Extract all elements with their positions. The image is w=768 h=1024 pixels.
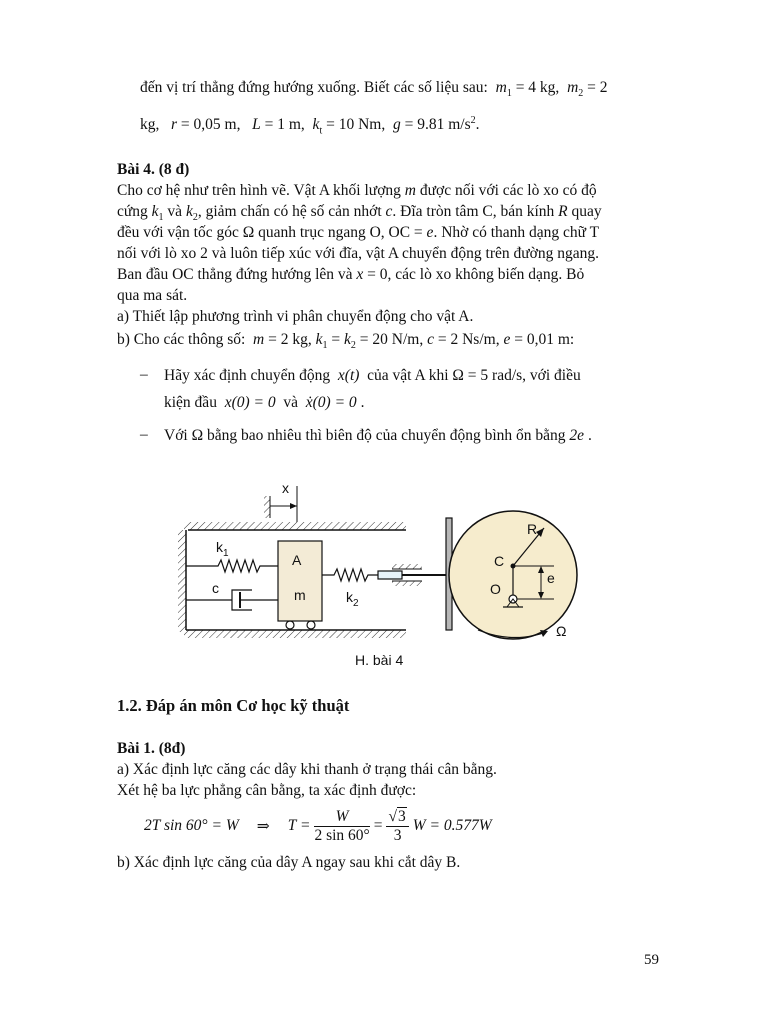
O-label: O	[490, 581, 501, 597]
text-line: nối với lò xo 2 và luôn tiếp xúc với đĩa, vật A chuyển động trên đường ngang.	[117, 245, 599, 262]
k2-label: $k_2$	[346, 589, 359, 609]
list-item: Với Ω bằng bao nhiêu thì biên độ của chuyển động bình ổn bằng 2e .	[164, 427, 592, 444]
text-line: a) Xác định lực căng các dây khi thanh ở trạng thái cân bằng.	[117, 761, 497, 778]
guide-hatch	[392, 581, 422, 586]
text-line: qua ma sát.	[117, 287, 188, 304]
spring-k1	[186, 560, 278, 572]
text-line: đến vị trí thẳng đứng hướng xuống. Biết các số liệu sau: $m_1 = 4$ kg, $m_2 = 2$	[140, 79, 608, 100]
page-number: 59	[644, 952, 659, 968]
x-label: x	[282, 480, 289, 496]
damper-c	[186, 590, 278, 610]
k1-label: $k_1$	[216, 539, 229, 559]
A-label: A	[292, 552, 302, 568]
text-line: Ban đầu OC thẳng đứng hướng lên và x = 0, các lò xo không biến dạng. Bỏ	[117, 266, 585, 283]
text-line: Cho cơ hệ như trên hình vẽ. Vật A khối lượng m được nối với các lò xo có độ	[117, 182, 597, 199]
spring-k2	[322, 569, 378, 581]
mechanism-figure	[178, 478, 598, 653]
equation: 2T sin 60° = W ⇒ T = $\frac{W}{2 \sin 60^\circ}$ = $\frac{√3}{3}$ W = 0.577W	[144, 807, 492, 844]
wheel	[307, 621, 315, 629]
x-coordinate-arrow	[264, 486, 297, 522]
section-title: 1.2. Đáp án môn Cơ học kỹ thuật	[117, 696, 350, 715]
c-label: c	[212, 580, 219, 596]
list-bullet: –	[140, 426, 148, 443]
list-bullet: –	[140, 366, 148, 383]
problem-title: Bài 1. (8đ)	[117, 740, 186, 757]
guide-hatch	[392, 564, 422, 569]
left-wall-hatch	[178, 530, 186, 632]
wheel	[286, 621, 294, 629]
text-line: Xét hệ ba lực phẳng cân bằng, ta xác định được:	[117, 782, 417, 799]
figure-caption: H. bài 4	[355, 652, 404, 668]
top-wall-hatch	[184, 522, 406, 530]
question-a: a) Thiết lập phương trình vi phân chuyển động cho vật A.	[117, 308, 474, 325]
question-b: b) Cho các thông số: m = 2 kg, $k_1 = k_2 = 20$ N/m, c = 2 Ns/m, e = 0,01 m:	[117, 331, 575, 352]
problem-title: Bài 4. (8 đ)	[117, 161, 190, 178]
text-line: đều với vận tốc góc Ω quanh trục ngang O, OC = e. Nhờ có thanh dạng chữ T	[117, 224, 600, 241]
list-item-cont: kiện đầu x(0) = 0 và ẋ(0) = 0 .	[164, 394, 365, 411]
text-line: b) Xác định lực căng của dây A ngay sau khi cắt dây B.	[117, 854, 461, 871]
text-line: cứng $k_1$ và $k_2$, giảm chấn có hệ số cản nhớt c. Đĩa tròn tâm C, bán kính R quay	[117, 203, 602, 224]
list-item: Hãy xác định chuyển động x(t) của vật A khi Ω = 5 rad/s, với điều	[164, 367, 581, 384]
R-label: R	[527, 521, 538, 537]
C-label: C	[494, 553, 505, 569]
text-line: kg, r = 0,05 m, L = 1 m, $k_t = 10$ Nm, g = 9.81 $m/s^2$.	[140, 115, 480, 137]
e-label: e	[547, 570, 555, 586]
omega-label: Ω	[556, 623, 567, 639]
floor-hatch	[184, 630, 406, 638]
center-C	[511, 564, 516, 569]
t-bar-stem	[378, 571, 402, 579]
m-label: m	[294, 587, 306, 603]
